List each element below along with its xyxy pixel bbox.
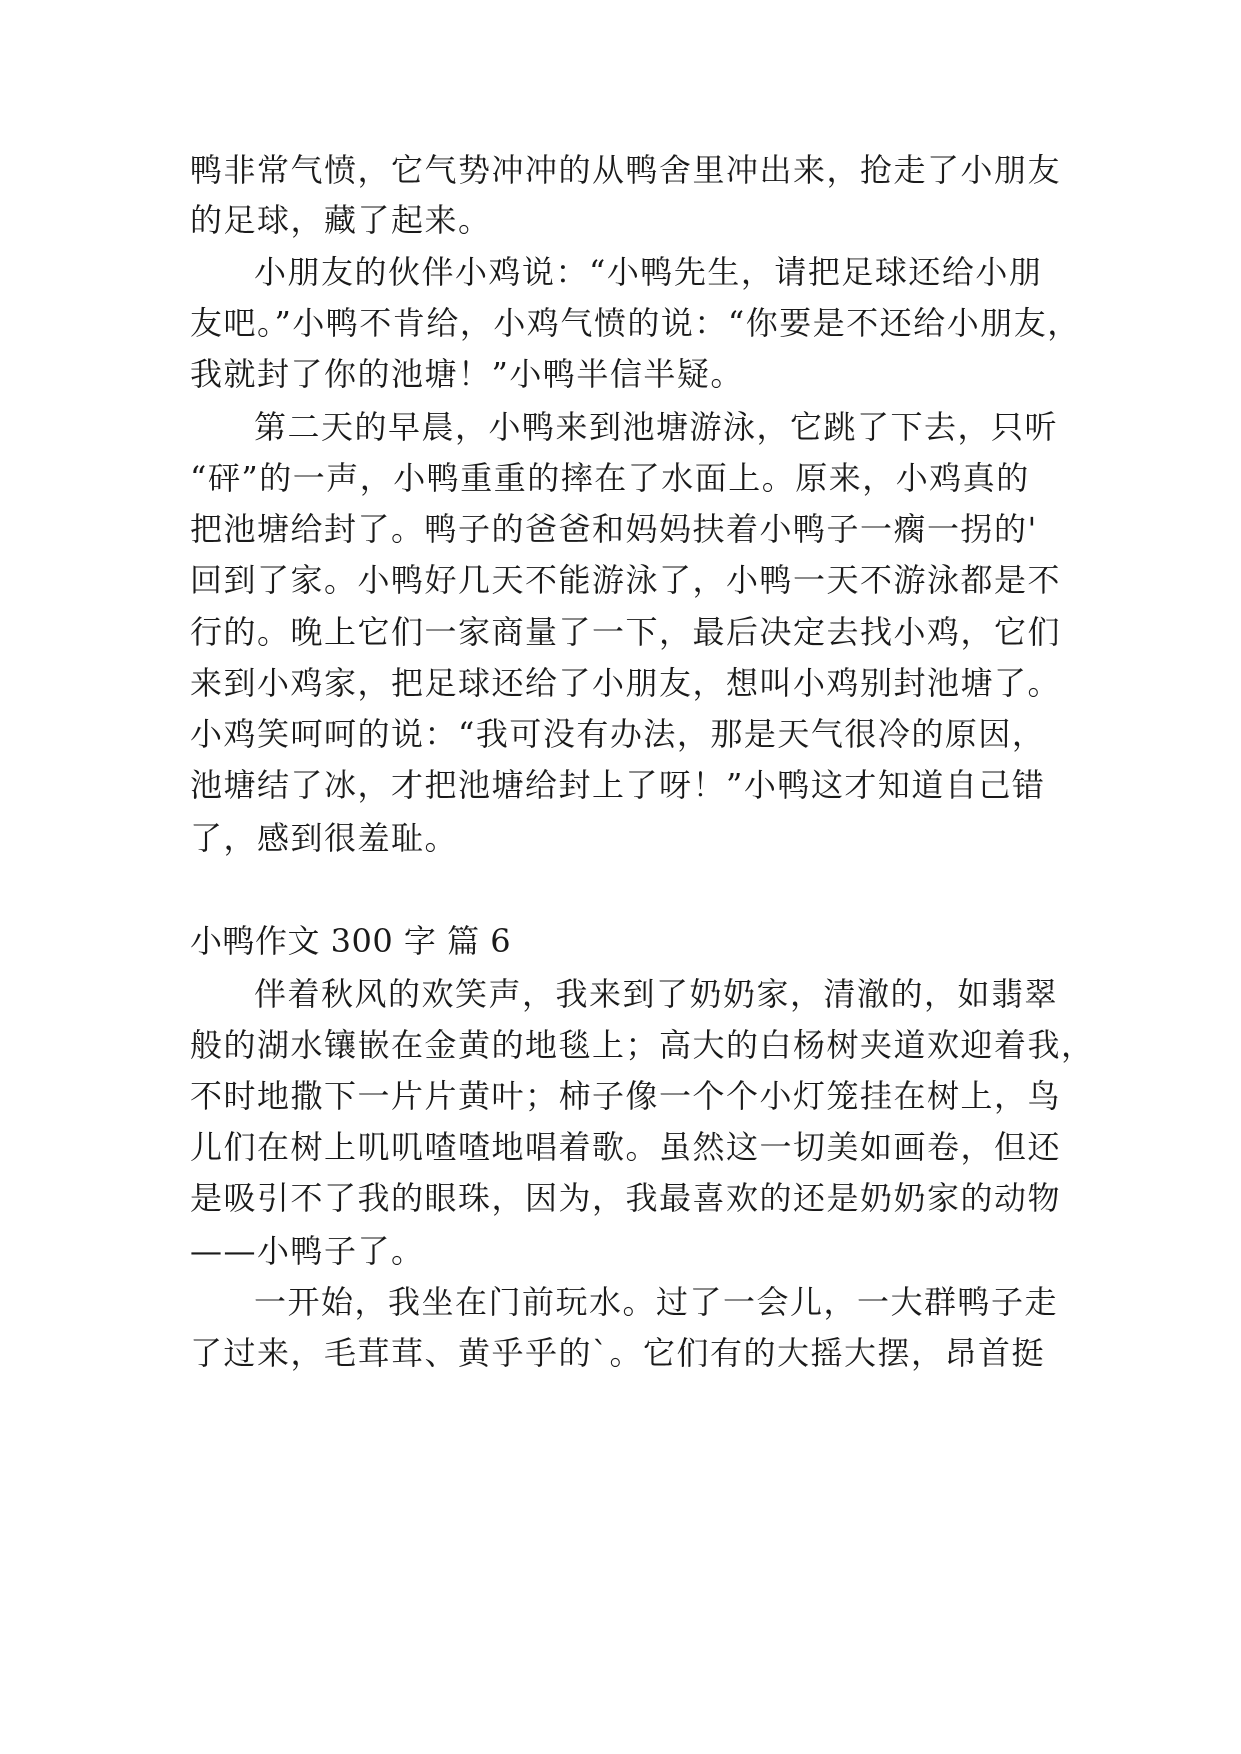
text-line: 不时地撒下一片片黄叶；柿子像一个个小灯笼挂在树上，鸟 <box>190 1077 1062 1115</box>
text-line: 的足球，藏了起来。 <box>190 201 492 239</box>
text-line: 友吧。”小鸭不肯给，小鸡气愤的说：“你要是不还给小朋友， <box>190 304 1081 342</box>
text-line: 了过来，毛茸茸、黄乎乎的`。它们有的大摇大摆，昂首挺 <box>190 1334 1046 1372</box>
text-line: 我就封了你的池塘！”小鸭半信半疑。 <box>190 355 744 393</box>
text-line: ——小鸭子了。 <box>190 1232 425 1270</box>
text-line: 把池塘给封了。鸭子的爸爸和妈妈扶着小鸭子一瘸一拐的' <box>190 510 1038 548</box>
text-line: 回到了家。小鸭好几天不能游泳了，小鸭一天不游泳都是不 <box>190 561 1062 599</box>
text-line: 伴着秋风的欢笑声，我来到了奶奶家，清澈的，如翡翠 <box>254 975 1059 1013</box>
text-line: “砰”的一声，小鸭重重的摔在了水面上。原来，小鸡真的 <box>190 459 1030 497</box>
text-line: 是吸引不了我的眼珠，因为，我最喜欢的还是奶奶家的动物 <box>190 1179 1062 1217</box>
text-line: 来到小鸡家，把足球还给了小朋友，想叫小鸡别封池塘了。 <box>190 664 1062 702</box>
text-line: 池塘结了冰，才把池塘给封上了呀！”小鸭这才知道自己错 <box>190 766 1046 804</box>
text-line: 儿们在树上叽叽喳喳地唱着歌。虽然这一切美如画卷，但还 <box>190 1128 1062 1166</box>
text-line: 般的湖水镶嵌在金黄的地毯上；高大的白杨树夹道欢迎着我， <box>190 1026 1095 1064</box>
text-line: 行的。晚上它们一家商量了一下，最后决定去找小鸡，它们 <box>190 613 1062 651</box>
text-line: 鸭非常气愤，它气势冲冲的从鸭舍里冲出来，抢走了小朋友 <box>190 151 1062 189</box>
text-line: 第二天的早晨，小鸭来到池塘游泳，它跳了下去，只听 <box>254 408 1059 446</box>
section-heading: 小鸭作文 300 字 篇 6 <box>190 922 512 960</box>
text-line: 一开始，我坐在门前玩水。过了一会儿，一大群鸭子走 <box>254 1283 1059 1321</box>
text-line: 小鸡笑呵呵的说：“我可没有办法，那是天气很冷的原因， <box>190 715 1046 753</box>
text-line: 小朋友的伙伴小鸡说：“小鸭先生，请把足球还给小朋 <box>254 253 1043 291</box>
text-line: 了，感到很羞耻。 <box>190 819 459 857</box>
